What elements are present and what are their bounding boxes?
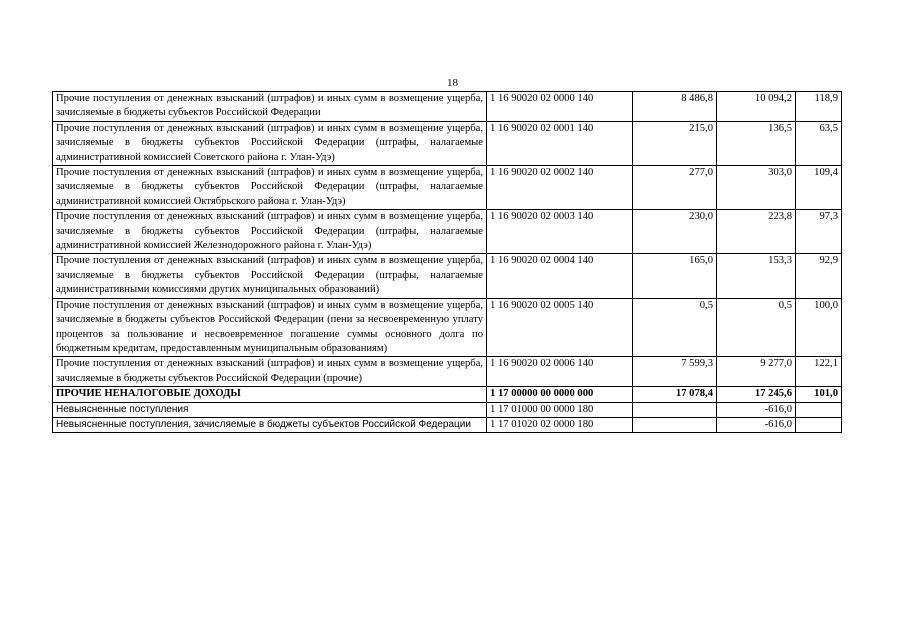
table-row — [53, 254, 842, 298]
percent-cell: 92,9 — [796, 254, 842, 298]
actual-amount-cell: 9 277,0 — [717, 357, 796, 387]
percent-cell: 63,5 — [796, 121, 842, 165]
item-name-cell: Прочие поступления от денежных взысканий (штрафов) и иных сумм в возмещение ущерба, зачисляемые в бюджеты субъектов Российской Федерации (штрафы, налагаемые административной комиссией Железнодорожного района г. Улан-Удэ) — [53, 210, 487, 254]
item-name-cell: Невыясненные поступления — [53, 402, 487, 417]
revenue-table — [52, 91, 842, 433]
percent-cell: 100,0 — [796, 298, 842, 357]
budget-code-cell: 1 16 90020 02 0004 140 — [487, 254, 633, 298]
table-row — [53, 121, 842, 165]
item-name-cell: Прочие поступления от денежных взысканий (штрафов) и иных сумм в возмещение ущерба, зачисляемые в бюджеты субъектов Российской Федерации (штрафы, налагаемые административными комиссиями других муниципальных образований) — [53, 254, 487, 298]
item-name-cell: Прочие поступления от денежных взысканий (штрафов) и иных сумм в возмещение ущерба, зачисляемые в бюджеты субъектов Российской Федерации (штрафы, налагаемые административной комиссией Октябрьского района г. Улан-Удэ) — [53, 166, 487, 210]
plan-amount-cell — [633, 417, 717, 432]
plan-amount-cell: 165,0 — [633, 254, 717, 298]
actual-amount-cell: 153,3 — [717, 254, 796, 298]
table-row — [53, 402, 842, 417]
table-row — [53, 166, 842, 210]
actual-amount-cell: 17 245,6 — [717, 387, 796, 402]
plan-amount-cell: 277,0 — [633, 166, 717, 210]
revenue-table-body — [53, 92, 842, 433]
percent-cell: 118,9 — [796, 92, 842, 122]
budget-code-cell: 1 16 90020 02 0002 140 — [487, 166, 633, 210]
percent-cell — [796, 417, 842, 432]
budget-code-cell: 1 16 90020 02 0006 140 — [487, 357, 633, 387]
percent-cell — [796, 402, 842, 417]
percent-cell: 122,1 — [796, 357, 842, 387]
item-name-cell: Прочие поступления от денежных взысканий (штрафов) и иных сумм в возмещение ущерба, зачисляемые в бюджеты субъектов Российской Федерации (пени за несвоевременную уплату процентов за пользование и несвоевременное погашение суммы основного долга по бюджетным кредитам, предоставленным муниципальным образованиям) — [53, 298, 487, 357]
budget-code-cell: 1 17 01020 02 0000 180 — [487, 417, 633, 432]
table-row — [53, 298, 842, 357]
plan-amount-cell: 17 078,4 — [633, 387, 717, 402]
item-name-cell: Прочие поступления от денежных взысканий (штрафов) и иных сумм в возмещение ущерба, зачисляемые в бюджеты субъектов Российской Федерации (прочие) — [53, 357, 487, 387]
table-row — [53, 417, 842, 432]
budget-code-cell: 1 16 90020 02 0000 140 — [487, 92, 633, 122]
item-name-cell: Прочие поступления от денежных взысканий (штрафов) и иных сумм в возмещение ущерба, зачисляемые в бюджеты субъектов Российской Федерации — [53, 92, 487, 122]
percent-cell: 97,3 — [796, 210, 842, 254]
item-name-cell: Прочие поступления от денежных взысканий (штрафов) и иных сумм в возмещение ущерба, зачисляемые в бюджеты субъектов Российской Федерации (штрафы, налагаемые административной комиссией Советского района г. Улан-Удэ) — [53, 121, 487, 165]
item-name-cell: ПРОЧИЕ НЕНАЛОГОВЫЕ ДОХОДЫ — [53, 387, 487, 402]
table-row — [53, 92, 842, 122]
actual-amount-cell: -616,0 — [717, 402, 796, 417]
plan-amount-cell: 215,0 — [633, 121, 717, 165]
table-row — [53, 387, 842, 402]
table-row — [53, 357, 842, 387]
budget-code-cell: 1 16 90020 02 0003 140 — [487, 210, 633, 254]
actual-amount-cell: 223,8 — [717, 210, 796, 254]
percent-cell: 101,0 — [796, 387, 842, 402]
actual-amount-cell: 0,5 — [717, 298, 796, 357]
percent-cell: 109,4 — [796, 166, 842, 210]
actual-amount-cell: 136,5 — [717, 121, 796, 165]
page-number: 18 — [447, 77, 458, 89]
plan-amount-cell: 230,0 — [633, 210, 717, 254]
table-row — [53, 210, 842, 254]
plan-amount-cell: 8 486,8 — [633, 92, 717, 122]
plan-amount-cell: 0,5 — [633, 298, 717, 357]
item-name-cell: Невыясненные поступления, зачисляемые в бюджеты субъектов Российской Федерации — [53, 417, 487, 432]
actual-amount-cell: 303,0 — [717, 166, 796, 210]
budget-code-cell: 1 17 00000 00 0000 000 — [487, 387, 633, 402]
budget-code-cell: 1 16 90020 02 0001 140 — [487, 121, 633, 165]
plan-amount-cell: 7 599,3 — [633, 357, 717, 387]
budget-code-cell: 1 16 90020 02 0005 140 — [487, 298, 633, 357]
actual-amount-cell: -616,0 — [717, 417, 796, 432]
budget-code-cell: 1 17 01000 00 0000 180 — [487, 402, 633, 417]
plan-amount-cell — [633, 402, 717, 417]
actual-amount-cell: 10 094,2 — [717, 92, 796, 122]
